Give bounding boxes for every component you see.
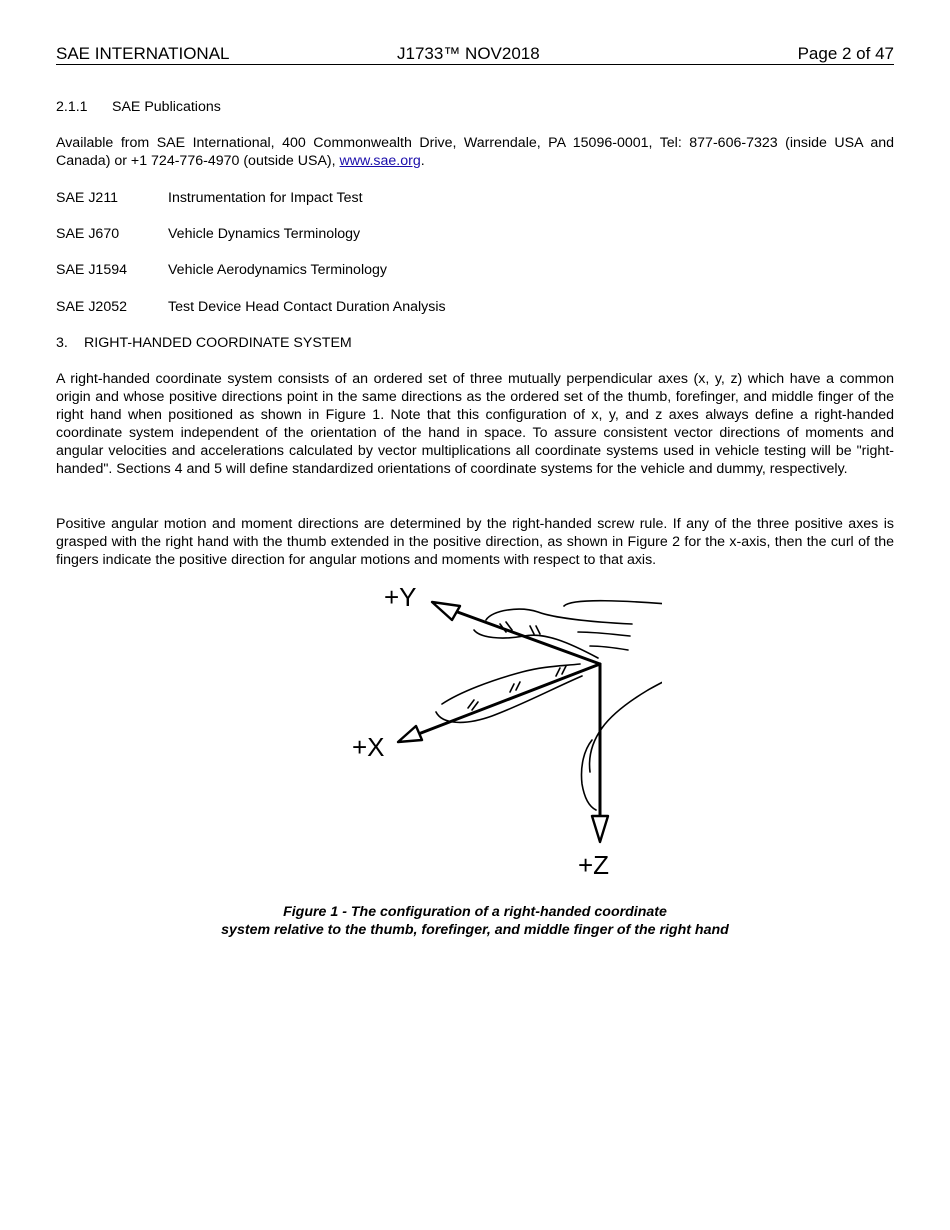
- reference-code: SAE J1594: [56, 262, 127, 278]
- availability-paragraph: [56, 134, 894, 170]
- header-document-id: J1733™ NOV2018: [397, 44, 540, 63]
- reference-code: SAE J2052: [56, 299, 127, 315]
- reference-item: [56, 261, 387, 279]
- axis-x-line: [408, 664, 600, 738]
- section-heading-2-1-1: [56, 98, 221, 116]
- reference-item: [56, 189, 363, 207]
- section-title: RIGHT-HANDED COORDINATE SYSTEM: [84, 335, 352, 351]
- body-paragraph: Positive angular motion and moment directions are determined by the right-handed screw rule. If any of the three positive axes is grasped with the right hand with the thumb extended in the positive direction, as shown in Figure 2 for the x-axis, then the curl of the fingers indicate the positive direction for angular motions and moments with respect to that axis.: [56, 516, 894, 568]
- sae-website-link[interactable]: www.sae.org: [339, 153, 421, 169]
- header-organization: SAE INTERNATIONAL: [56, 44, 230, 63]
- reference-title: Instrumentation for Impact Test: [168, 190, 363, 206]
- section-number: 2.1.1: [56, 99, 88, 115]
- body-paragraph: A right-handed coordinate system consists of an ordered set of three mutually perpendicular axes (x, y, z) which have a common origin and whose positive directions point in the same directions as the ordered set of the thumb, forefinger, and middle finger of the right hand when positioned as shown in Figure 1. Note that this configuration of x, y, and z axes always define a right-handed coordinate system independent of the orientation of the hand in space. To assure consistent vector directions of moments and angular velocities and accelerations calculated by vector multiplications all coordinate systems used in vehicle testing will be "right-handed". Sections 4 and 5 will define standardized orientations of coordinate systems for the vehicle and dummy, respectively.: [56, 371, 894, 477]
- availability-text: Available from SAE International, 400 Commonwealth Drive, Warrendale, PA 15096-0001, Tel: 877-606-7323 (inside USA and Canada) or +1 724-776-4970 (outside USA),: [56, 135, 894, 169]
- reference-title: Vehicle Dynamics Terminology: [168, 226, 361, 242]
- section-number: 3.: [56, 335, 68, 351]
- hand-outline: [564, 601, 662, 606]
- page-header: [56, 44, 894, 65]
- reference-title: Test Device Head Contact Duration Analysis: [168, 299, 446, 315]
- section-title: SAE Publications: [112, 99, 221, 115]
- axis-z-arrowhead: [592, 816, 608, 842]
- middle-finger-outline: [581, 740, 596, 810]
- axis-x-arrowhead: [398, 726, 422, 742]
- forefinger-outline: [486, 609, 632, 624]
- availability-end: .: [420, 153, 425, 169]
- forefinger-lower-outline: [474, 630, 598, 658]
- header-page-number: Page 2 of 47: [797, 44, 894, 63]
- reference-code: SAE J670: [56, 226, 120, 242]
- reference-code: SAE J211: [56, 190, 119, 206]
- caption-line: Figure 1 - The configuration of a right-handed coordinate: [283, 904, 667, 920]
- figure-caption: [56, 903, 894, 939]
- reference-title: Vehicle Aerodynamics Terminology: [168, 262, 387, 278]
- axis-x-label: +X: [352, 732, 385, 762]
- axis-z-label: +Z: [578, 850, 610, 880]
- caption-line: system relative to the thumb, forefinger, and middle finger of the right hand: [221, 922, 729, 938]
- section-heading-3: [56, 334, 352, 352]
- axis-y-line: [452, 610, 600, 664]
- coordinate-axes: [408, 610, 600, 820]
- reference-item: [56, 298, 446, 316]
- axis-y-label: +Y: [384, 582, 417, 612]
- figure-right-hand-coordinates: [292, 580, 662, 880]
- axis-y-arrowhead: [432, 602, 460, 620]
- right-hand-illustration: [292, 580, 662, 880]
- reference-item: [56, 225, 360, 243]
